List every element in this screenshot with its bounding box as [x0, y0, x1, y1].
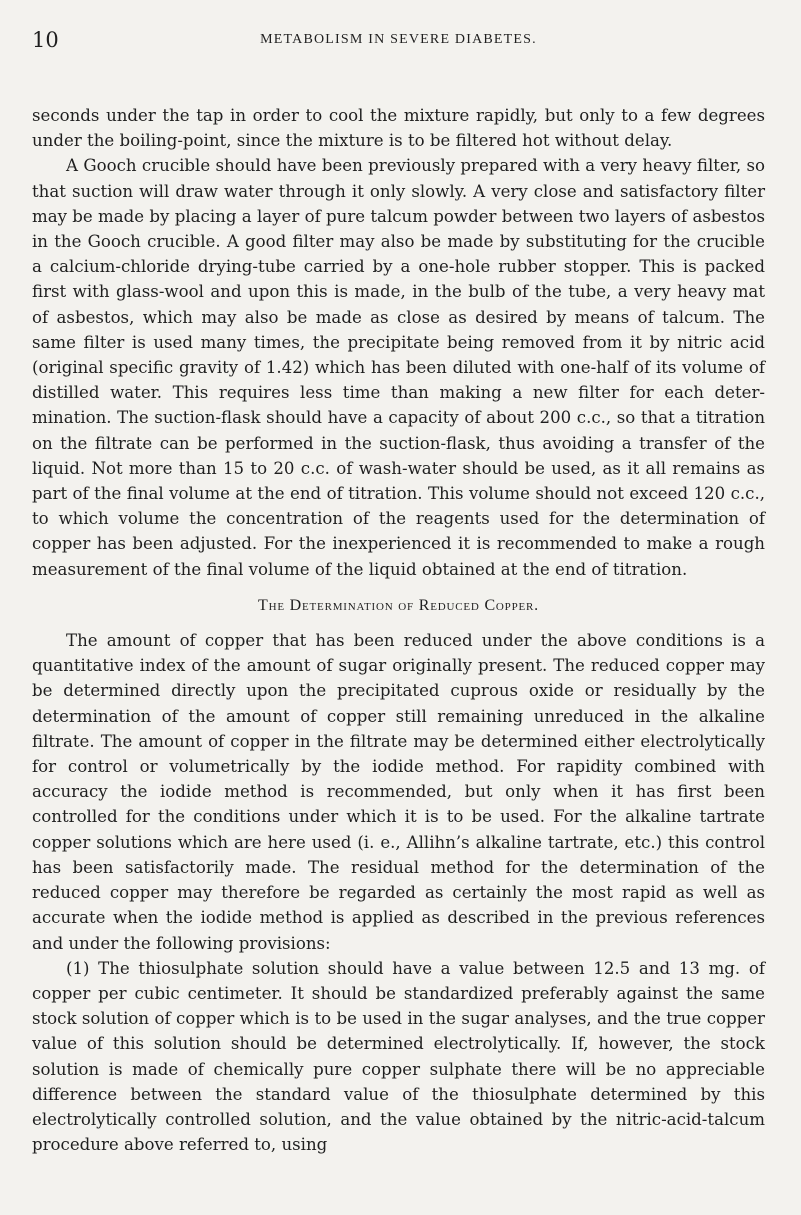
running-head: METABOLISM IN SEVERE DIABETES.	[260, 32, 537, 47]
page-number: 10	[32, 28, 59, 52]
page-header	[32, 28, 765, 70]
paragraph-reduced-copper: The amount of copper that has been reduced under the above conditions is a quantitative index of the amount of sugar originally present. The reduced copper may be determined directly upon the precipitated cuprous oxide or residually by the determination of the amount of copper still remaining unreduced in the alkaline filtrate. The amount of copper in the filtrate may be determined either electrolytically for control or volumetrically by the iodide method. For rapidity combined with accuracy the iodide method is recommended, but only when it has first been controlled for the conditions under which it is to be used. For the alkaline tartrate copper solutions which are here used (i. e., Allihn’s alkaline tartrate, etc.) this control has been satisfactorily made. The residual method for the determination of the reduced copper may therefore be regarded as certainly the most rapid as well as accurate when the iodide method is applied as described in the previous references and under the following provisions:	[32, 631, 765, 953]
section-heading-text: The Determination of Reduced Copper.	[258, 596, 539, 614]
paragraph-continuation: seconds under the tap in order to cool the mixture rapidly, but only to a few degrees under the boiling-point, since the mixture is to be filtered hot without delay.	[32, 106, 765, 151]
paragraph-thiosulphate: (1) The thiosulphate solution should have a value between 12.5 and 13 mg. of copper per cubic centimeter. It should be standardized preferably against the same stock solution of copper which is to be used in the sugar analyses, and the true copper value of this solution should be determined electrolytically. If, however, the stock solution is made of chemically pure copper sulphate there will be no appreciable difference between the standard value of the thiosulphate determined by this electrolytically controlled solution, and the value obtained by the nitric-acid-talcum procedure above referred to, using	[32, 958, 765, 1155]
page-body	[32, 103, 765, 1157]
paragraph-gooch-crucible: A Gooch crucible should have been previously prepared with a very heavy filter, so that suction will draw water through it only slowly. A very close and satisfactory filter may be made by placing a layer of pure talcum powder between two layers of asbestos in the Gooch crucible. A good filter may also be made by substituting for the crucible a calcium-chloride drying-tube carried by a one-hole rubber stopper. This is packed first with glass-wool and upon this is made, in the bulb of the tube, a very heavy mat of asbestos, which may also be made as close as desired by means of talcum. The same filter is used many times, the precipitate being removed from it by nitric acid (original specific gravity of 1.42) which has been diluted with one-half of its volume of distilled water. This requires less time than making a new filter for each determination. The suction-flask should have a capacity of about 200 c.c., so that a titration on the filtrate can be performed in the suction-flask, thus avoiding a transfer of the liquid. Not more than 15 to 20 c.c. of wash-water should be used, as it all remains as part of the final volume at the end of titration. This volume should not exceed 120 c.c., to which volume the concentration of the reagents used for the determination of copper has been adjusted. For the inexperienced it is recommended to make a rough measurement of the final volume of the liquid obtained at the end of titration.	[32, 156, 765, 579]
section-heading	[32, 593, 765, 618]
